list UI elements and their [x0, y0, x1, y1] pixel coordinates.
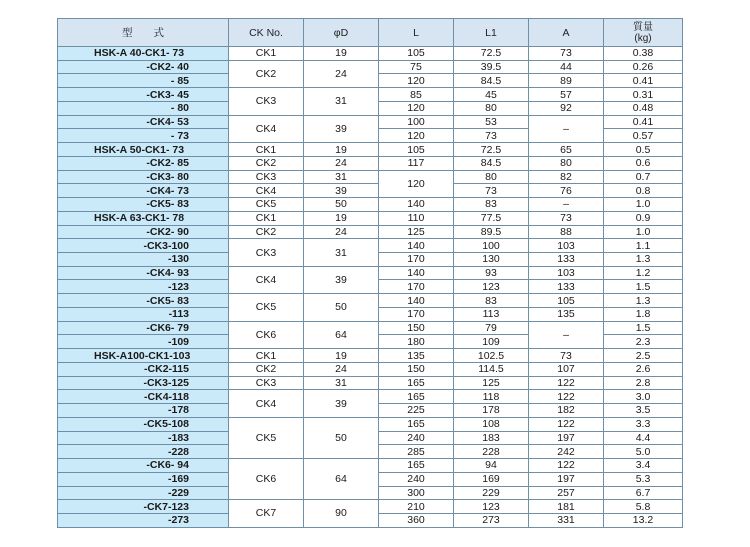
table-row: [58, 211, 683, 225]
l1-cell: 114.5: [454, 362, 529, 376]
model-cell: -228: [58, 445, 229, 459]
model-cell: -178: [58, 404, 229, 418]
l-cell: 140: [379, 198, 454, 212]
phi-d-cell: 31: [304, 239, 379, 266]
a-cell: 133: [529, 280, 604, 294]
a-cell: 92: [529, 101, 604, 115]
l1-cell: 118: [454, 390, 529, 404]
model-cell: - 85: [58, 74, 229, 88]
l1-cell: 100: [454, 239, 529, 253]
phi-d-cell: 39: [304, 390, 379, 417]
a-cell: 88: [529, 225, 604, 239]
table-row: [58, 321, 683, 335]
model-cell: - 73: [58, 129, 229, 143]
model-cell: -CK2- 90: [58, 225, 229, 239]
l-cell: 165: [379, 417, 454, 431]
a-cell: 122: [529, 417, 604, 431]
model-cell: -CK5- 83: [58, 294, 229, 308]
header-a: A: [529, 19, 604, 47]
l-cell: 120: [379, 129, 454, 143]
mass-cell: 0.41: [604, 115, 683, 129]
model-cell: -CK4-118: [58, 390, 229, 404]
l-cell: 165: [379, 459, 454, 473]
mass-cell: 1.1: [604, 239, 683, 253]
mass-cell: 13.2: [604, 513, 683, 527]
l-cell: 225: [379, 404, 454, 418]
mass-cell: 5.8: [604, 500, 683, 514]
l-cell: 170: [379, 253, 454, 267]
mass-cell: 5.0: [604, 445, 683, 459]
phi-d-cell: 50: [304, 417, 379, 458]
ck-no-cell: CK3: [229, 239, 304, 266]
ck-no-cell: CK6: [229, 321, 304, 348]
model-cell: - 80: [58, 101, 229, 115]
l-cell: 210: [379, 500, 454, 514]
a-cell: 107: [529, 362, 604, 376]
phi-d-cell: 19: [304, 47, 379, 61]
phi-d-cell: 31: [304, 88, 379, 115]
a-cell: 73: [529, 211, 604, 225]
l1-cell: 39.5: [454, 60, 529, 74]
l-cell: 240: [379, 472, 454, 486]
l-cell: 117: [379, 156, 454, 170]
model-cell: -273: [58, 513, 229, 527]
a-cell: 73: [529, 47, 604, 61]
l-cell: 105: [379, 143, 454, 157]
ck-no-cell: CK2: [229, 362, 304, 376]
ck-no-cell: CK1: [229, 349, 304, 363]
l1-cell: 72.5: [454, 47, 529, 61]
a-cell: 242: [529, 445, 604, 459]
phi-d-cell: 39: [304, 115, 379, 142]
mass-cell: 1.3: [604, 253, 683, 267]
header-model: 型 式: [58, 19, 229, 47]
a-cell: 89: [529, 74, 604, 88]
a-cell: –: [529, 321, 604, 348]
a-cell: 135: [529, 307, 604, 321]
l1-cell: 273: [454, 513, 529, 527]
table-row: [58, 88, 683, 102]
mass-cell: 2.5: [604, 349, 683, 363]
l1-cell: 83: [454, 198, 529, 212]
mass-cell: 0.8: [604, 184, 683, 198]
ck-no-cell: CK2: [229, 225, 304, 239]
l1-cell: 102.5: [454, 349, 529, 363]
a-cell: 122: [529, 376, 604, 390]
ck-no-cell: CK3: [229, 88, 304, 115]
mass-cell: 0.26: [604, 60, 683, 74]
ck-no-cell: CK4: [229, 115, 304, 142]
model-cell: -CK3-125: [58, 376, 229, 390]
l-cell: 85: [379, 88, 454, 102]
mass-cell: 3.4: [604, 459, 683, 473]
l-cell: 150: [379, 321, 454, 335]
l1-cell: 84.5: [454, 156, 529, 170]
ck-no-cell: CK1: [229, 211, 304, 225]
table-row: [58, 115, 683, 129]
model-cell: HSK-A 40-CK1- 73: [58, 47, 229, 61]
l-cell: 150: [379, 362, 454, 376]
l-cell: 105: [379, 47, 454, 61]
a-cell: 182: [529, 404, 604, 418]
l-cell: 140: [379, 294, 454, 308]
table-row: [58, 500, 683, 514]
table-row: [58, 225, 683, 239]
phi-d-cell: 64: [304, 459, 379, 500]
mass-cell: 1.5: [604, 321, 683, 335]
ck-no-cell: CK4: [229, 266, 304, 293]
table-row: [58, 459, 683, 473]
l1-cell: 169: [454, 472, 529, 486]
ck-no-cell: CK5: [229, 417, 304, 458]
model-cell: -CK5-108: [58, 417, 229, 431]
mass-cell: 0.7: [604, 170, 683, 184]
ck-no-cell: CK2: [229, 60, 304, 87]
table-row: [58, 349, 683, 363]
l-cell: 165: [379, 376, 454, 390]
mass-cell: 0.9: [604, 211, 683, 225]
l1-cell: 89.5: [454, 225, 529, 239]
l-cell: 140: [379, 266, 454, 280]
table-row: [58, 239, 683, 253]
mass-cell: 5.3: [604, 472, 683, 486]
model-cell: HSK-A 63-CK1- 78: [58, 211, 229, 225]
model-cell: -109: [58, 335, 229, 349]
table-row: [58, 143, 683, 157]
phi-d-cell: 24: [304, 156, 379, 170]
a-cell: 65: [529, 143, 604, 157]
l-cell: 170: [379, 307, 454, 321]
a-cell: 122: [529, 459, 604, 473]
phi-d-cell: 50: [304, 198, 379, 212]
header-mass: 質量 (kg): [604, 19, 683, 47]
ck-no-cell: CK7: [229, 500, 304, 527]
mass-cell: 1.0: [604, 198, 683, 212]
mass-cell: 1.2: [604, 266, 683, 280]
a-cell: 103: [529, 266, 604, 280]
phi-d-cell: 31: [304, 376, 379, 390]
a-cell: 57: [529, 88, 604, 102]
ck-no-cell: CK4: [229, 390, 304, 417]
a-cell: 197: [529, 431, 604, 445]
l-cell: 135: [379, 349, 454, 363]
a-cell: –: [529, 198, 604, 212]
l1-cell: 53: [454, 115, 529, 129]
model-cell: HSK-A 50-CK1- 73: [58, 143, 229, 157]
mass-cell: 1.0: [604, 225, 683, 239]
ck-no-cell: CK4: [229, 184, 304, 198]
model-cell: -CK2- 40: [58, 60, 229, 74]
l-cell: 165: [379, 390, 454, 404]
mass-cell: 3.3: [604, 417, 683, 431]
l-cell: 170: [379, 280, 454, 294]
model-cell: -CK5- 83: [58, 198, 229, 212]
l1-cell: 77.5: [454, 211, 529, 225]
mass-cell: 2.3: [604, 335, 683, 349]
phi-d-cell: 90: [304, 500, 379, 527]
ck-no-cell: CK6: [229, 459, 304, 500]
header-row: [58, 19, 683, 47]
l1-cell: 80: [454, 101, 529, 115]
a-cell: 44: [529, 60, 604, 74]
model-cell: -CK3- 80: [58, 170, 229, 184]
phi-d-cell: 19: [304, 211, 379, 225]
table-row: [58, 294, 683, 308]
model-cell: HSK-A100-CK1-103: [58, 349, 229, 363]
a-cell: 257: [529, 486, 604, 500]
mass-cell: 0.48: [604, 101, 683, 115]
table-row: [58, 156, 683, 170]
l1-cell: 228: [454, 445, 529, 459]
table-row: [58, 47, 683, 61]
model-cell: -CK2-115: [58, 362, 229, 376]
table-row: [58, 170, 683, 184]
l1-cell: 94: [454, 459, 529, 473]
model-cell: -CK6- 79: [58, 321, 229, 335]
table-row: [58, 266, 683, 280]
l1-cell: 80: [454, 170, 529, 184]
model-cell: -CK4- 93: [58, 266, 229, 280]
mass-cell: 0.5: [604, 143, 683, 157]
header-l: L: [379, 19, 454, 47]
l1-cell: 229: [454, 486, 529, 500]
a-cell: 122: [529, 390, 604, 404]
header-ck-no: CK No.: [229, 19, 304, 47]
model-cell: -CK2- 85: [58, 156, 229, 170]
table-row: [58, 390, 683, 404]
a-cell: 133: [529, 253, 604, 267]
l1-cell: 93: [454, 266, 529, 280]
a-cell: 76: [529, 184, 604, 198]
l1-cell: 73: [454, 184, 529, 198]
phi-d-cell: 39: [304, 184, 379, 198]
model-cell: -169: [58, 472, 229, 486]
table-row: [58, 417, 683, 431]
model-cell: -CK3- 45: [58, 88, 229, 102]
mass-cell: 0.57: [604, 129, 683, 143]
table-row: [58, 60, 683, 74]
l-cell: 285: [379, 445, 454, 459]
a-cell: 197: [529, 472, 604, 486]
table-row: [58, 184, 683, 198]
model-cell: -130: [58, 253, 229, 267]
phi-d-cell: 24: [304, 362, 379, 376]
l-cell: 360: [379, 513, 454, 527]
l-cell: 100: [379, 115, 454, 129]
l-cell: 125: [379, 225, 454, 239]
l-cell: 120: [379, 170, 454, 197]
l-cell: 110: [379, 211, 454, 225]
l1-cell: 72.5: [454, 143, 529, 157]
ck-no-cell: CK3: [229, 376, 304, 390]
model-cell: -183: [58, 431, 229, 445]
a-cell: 80: [529, 156, 604, 170]
model-cell: -CK4- 73: [58, 184, 229, 198]
model-cell: -229: [58, 486, 229, 500]
l-cell: 180: [379, 335, 454, 349]
l1-cell: 125: [454, 376, 529, 390]
ck-no-cell: CK1: [229, 47, 304, 61]
l-cell: 120: [379, 74, 454, 88]
spec-table: [57, 18, 683, 528]
mass-cell: 0.41: [604, 74, 683, 88]
l1-cell: 109: [454, 335, 529, 349]
mass-cell: 1.3: [604, 294, 683, 308]
mass-cell: 2.6: [604, 362, 683, 376]
l1-cell: 45: [454, 88, 529, 102]
phi-d-cell: 24: [304, 60, 379, 87]
header-phi-d: φD: [304, 19, 379, 47]
mass-cell: 1.5: [604, 280, 683, 294]
phi-d-cell: 64: [304, 321, 379, 348]
l1-cell: 108: [454, 417, 529, 431]
l-cell: 75: [379, 60, 454, 74]
phi-d-cell: 19: [304, 143, 379, 157]
l1-cell: 183: [454, 431, 529, 445]
a-cell: 73: [529, 349, 604, 363]
mass-cell: 2.8: [604, 376, 683, 390]
phi-d-cell: 24: [304, 225, 379, 239]
a-cell: 105: [529, 294, 604, 308]
l-cell: 140: [379, 239, 454, 253]
model-cell: -CK7-123: [58, 500, 229, 514]
l1-cell: 123: [454, 280, 529, 294]
table-row: [58, 198, 683, 212]
model-cell: -123: [58, 280, 229, 294]
mass-cell: 3.5: [604, 404, 683, 418]
a-cell: –: [529, 115, 604, 142]
model-cell: -CK4- 53: [58, 115, 229, 129]
l1-cell: 84.5: [454, 74, 529, 88]
table-row: [58, 376, 683, 390]
l1-cell: 83: [454, 294, 529, 308]
table-row: [58, 362, 683, 376]
mass-cell: 3.0: [604, 390, 683, 404]
phi-d-cell: 31: [304, 170, 379, 184]
model-cell: -113: [58, 307, 229, 321]
l1-cell: 130: [454, 253, 529, 267]
phi-d-cell: 50: [304, 294, 379, 321]
a-cell: 331: [529, 513, 604, 527]
ck-no-cell: CK3: [229, 170, 304, 184]
a-cell: 103: [529, 239, 604, 253]
ck-no-cell: CK5: [229, 198, 304, 212]
ck-no-cell: CK1: [229, 143, 304, 157]
l-cell: 120: [379, 101, 454, 115]
mass-cell: 4.4: [604, 431, 683, 445]
l1-cell: 79: [454, 321, 529, 335]
ck-no-cell: CK5: [229, 294, 304, 321]
model-cell: -CK6- 94: [58, 459, 229, 473]
a-cell: 181: [529, 500, 604, 514]
mass-cell: 0.31: [604, 88, 683, 102]
a-cell: 82: [529, 170, 604, 184]
l1-cell: 178: [454, 404, 529, 418]
mass-cell: 0.38: [604, 47, 683, 61]
ck-no-cell: CK2: [229, 156, 304, 170]
l-cell: 300: [379, 486, 454, 500]
mass-cell: 1.8: [604, 307, 683, 321]
model-cell: -CK3-100: [58, 239, 229, 253]
l1-cell: 73: [454, 129, 529, 143]
mass-cell: 6.7: [604, 486, 683, 500]
phi-d-cell: 39: [304, 266, 379, 293]
mass-cell: 0.6: [604, 156, 683, 170]
l-cell: 240: [379, 431, 454, 445]
l1-cell: 113: [454, 307, 529, 321]
l1-cell: 123: [454, 500, 529, 514]
phi-d-cell: 19: [304, 349, 379, 363]
header-l1: L1: [454, 19, 529, 47]
